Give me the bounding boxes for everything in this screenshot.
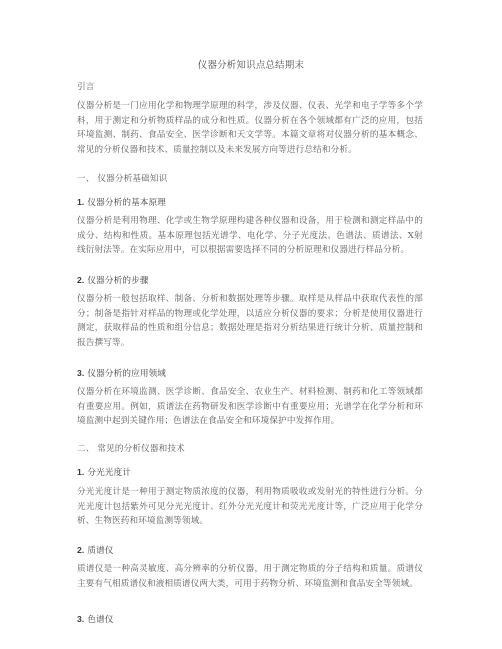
subsection-title: 分光光度计 [87, 468, 132, 478]
subsection-number: 2. [77, 545, 85, 555]
section-1-heading: 一、 仪器分析基础知识 [77, 174, 168, 184]
subsection-number: 1. [77, 197, 85, 207]
subsection-1-1-paragraph: 仪器分析是利用物理、化学或生物学原理构建各种仪器和设备，用于检测和测定样品中的成分、结构和性质。基本原理包括光谱学、电化学、分子光度法、色谱法、质谱法、X射线衍射法等。在实际应用中，可以根据需要选择不同的分析原理和仪器进行样品分析。 [77, 216, 423, 255]
subsection-number: 1. [77, 467, 85, 477]
subsection-2-1-paragraph: 分光光度计是一种用于测定物质浓度的仪器，利用物质吸收或发射光的特性进行分析。分光光度计包括紫外可见分光光度计、红外分光光度计和荧光光度计等，广泛应用于化学分析、生物医药和环境监测等领域。 [77, 487, 423, 526]
subsection-1-3-paragraph: 仪器分析在环境监测、医学诊断、食品安全、农业生产、材料检测、制药和化工等领域都有重要应用。例如，质谱法在药物研发和医学诊断中有重要应用；光谱学在化学分析和环境监测中起到关键作用；色谱法在食品安全和环境保护中发挥作用。 [77, 387, 423, 426]
subsection-2-3-heading [77, 612, 114, 627]
subsection-2-1-heading [77, 465, 131, 480]
subsection-title: 仪器分析的应用领域 [87, 369, 167, 379]
section-2-heading: 二、 常见的分析仪器和技术 [77, 444, 185, 454]
subsection-1-2-heading [77, 273, 149, 288]
subsection-1-1-heading [77, 195, 166, 210]
subsection-title: 仪器分析的步骤 [87, 276, 149, 286]
subsection-title: 仪器分析的基本原理 [87, 198, 167, 208]
subsection-1-3-heading [77, 366, 166, 381]
subsection-number: 3. [77, 614, 85, 624]
subsection-number: 2. [77, 275, 85, 285]
intro-heading: 引言 [77, 82, 95, 92]
subsection-2-2-paragraph: 质谱仪是一种高灵敏度、高分辨率的分析仪器，用于测定物质的分子结构和质量。质谱仪主要有气相质谱仪和液相质谱仪两大类，可用于药物分析、环境监测和食品安全等领域。 [77, 564, 423, 589]
document-title: 仪器分析知识点总结期末 [197, 60, 305, 71]
subsection-title: 质谱仪 [87, 546, 114, 556]
subsection-1-2-paragraph: 仪器分析一般包括取样、制备、分析和数据处理等步骤。取样是从样品中获取代表性的部分；制备是指针对样品的物理或化学处理，以适应分析仪器的要求；分析是使用仪器进行测定，获取样品的性质和组分信息；数据处理是指对分析结果进行统计分析、质量控制和报告撰写等。 [77, 294, 423, 348]
subsection-title: 色谱仪 [87, 615, 114, 625]
intro-paragraph: 仪器分析是一门应用化学和物理学原理的科学，涉及仪器、仪表、光学和电子学等多个学科，用于测定和分析物质样品的成分和性质。仪器分析在各个领域都有广泛的应用，包括环境监测、制药、食品安全、医学诊断和天文学等。本篇文章将对仪器分析的基本概念、常见的分析仪器和技术、质量控制以及未来发展方向等进行总结和分析。 [77, 101, 423, 155]
subsection-2-2-heading [77, 543, 114, 558]
subsection-number: 3. [77, 368, 85, 378]
